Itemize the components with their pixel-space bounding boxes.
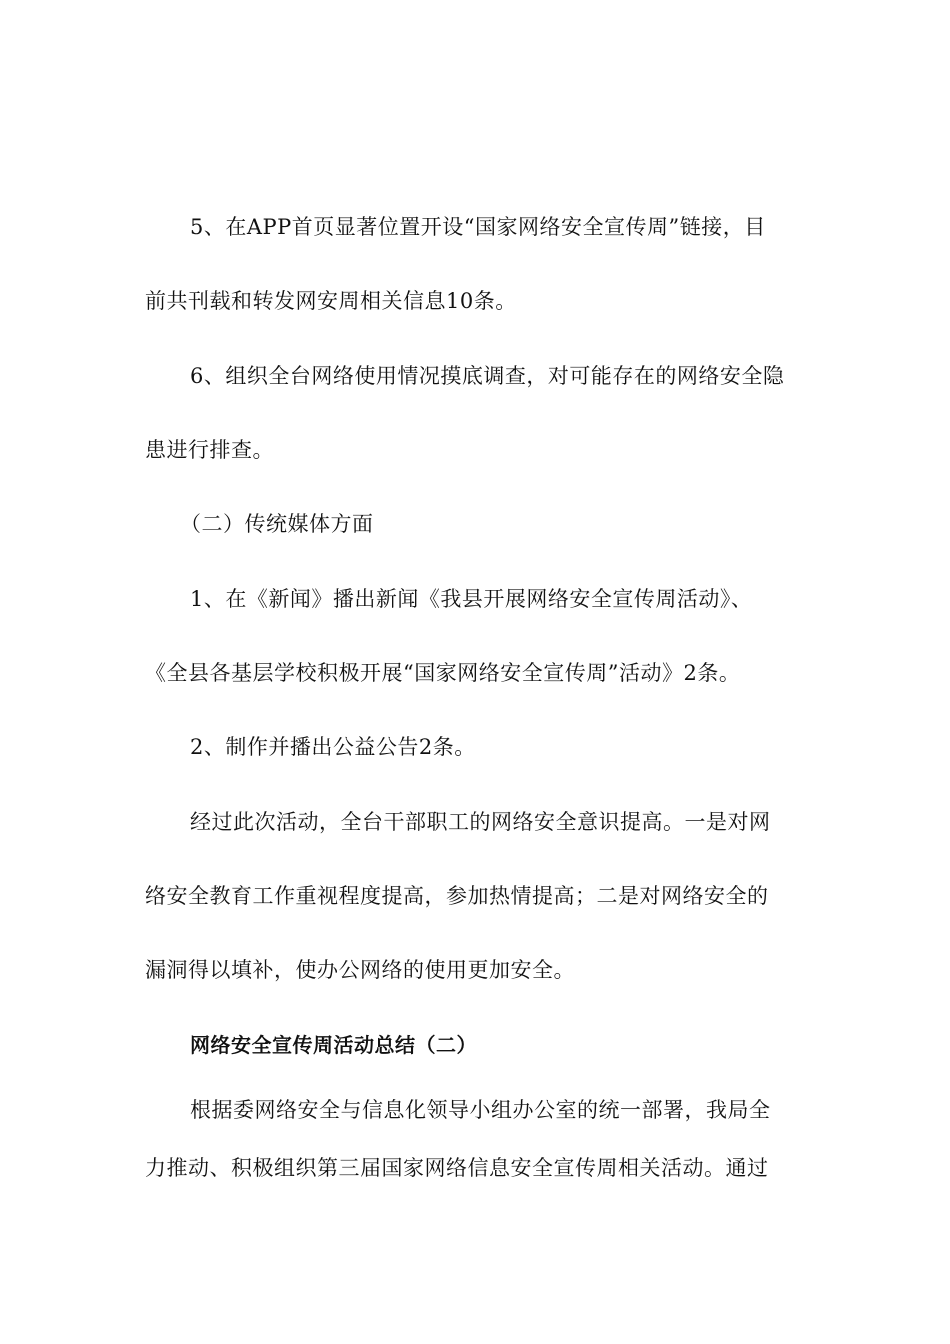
paragraph-intro-line-2: 力推动、积极组织第三届国家网络信息安全宣传周相关活动。通过: [145, 1156, 769, 1180]
paragraph-summary-line-2: 络安全教育工作重视程度提高，参加热情提高；二是对网络安全的: [145, 884, 769, 908]
paragraph-5-line-1: 5、在APP首页显著位置开设“国家网络安全宣传周”链接，目: [190, 215, 766, 239]
paragraph-summary-line-1: 经过此次活动，全台干部职工的网络安全意识提高。一是对网: [190, 810, 771, 834]
paragraph-summary-line-3: 漏洞得以填补，使办公网络的使用更加安全。: [145, 958, 575, 982]
paragraph-6-line-1: 6、组织全台网络使用情况摸底调查，对可能存在的网络安全隐: [190, 364, 785, 388]
paragraph-traditional-1-line-2: 《全县各基层学校积极开展“国家网络安全宣传周”活动》2条。: [145, 661, 741, 685]
article-title: 网络安全宣传周活动总结（二）: [190, 1033, 477, 1057]
paragraph-intro-line-1: 根据委网络安全与信息化领导小组办公室的统一部署，我局全: [190, 1098, 771, 1122]
paragraph-6-line-2: 患进行排查。: [145, 438, 274, 462]
paragraph-traditional-2: 2、制作并播出公益公告2条。: [190, 735, 476, 759]
paragraph-traditional-1-line-1: 1、在《新闻》播出新闻《我县开展网络安全宣传周活动》、: [190, 587, 753, 611]
paragraph-5-line-2: 前共刊载和转发网安周相关信息10条。: [145, 289, 517, 313]
section-heading: （二）传统媒体方面: [180, 512, 374, 536]
